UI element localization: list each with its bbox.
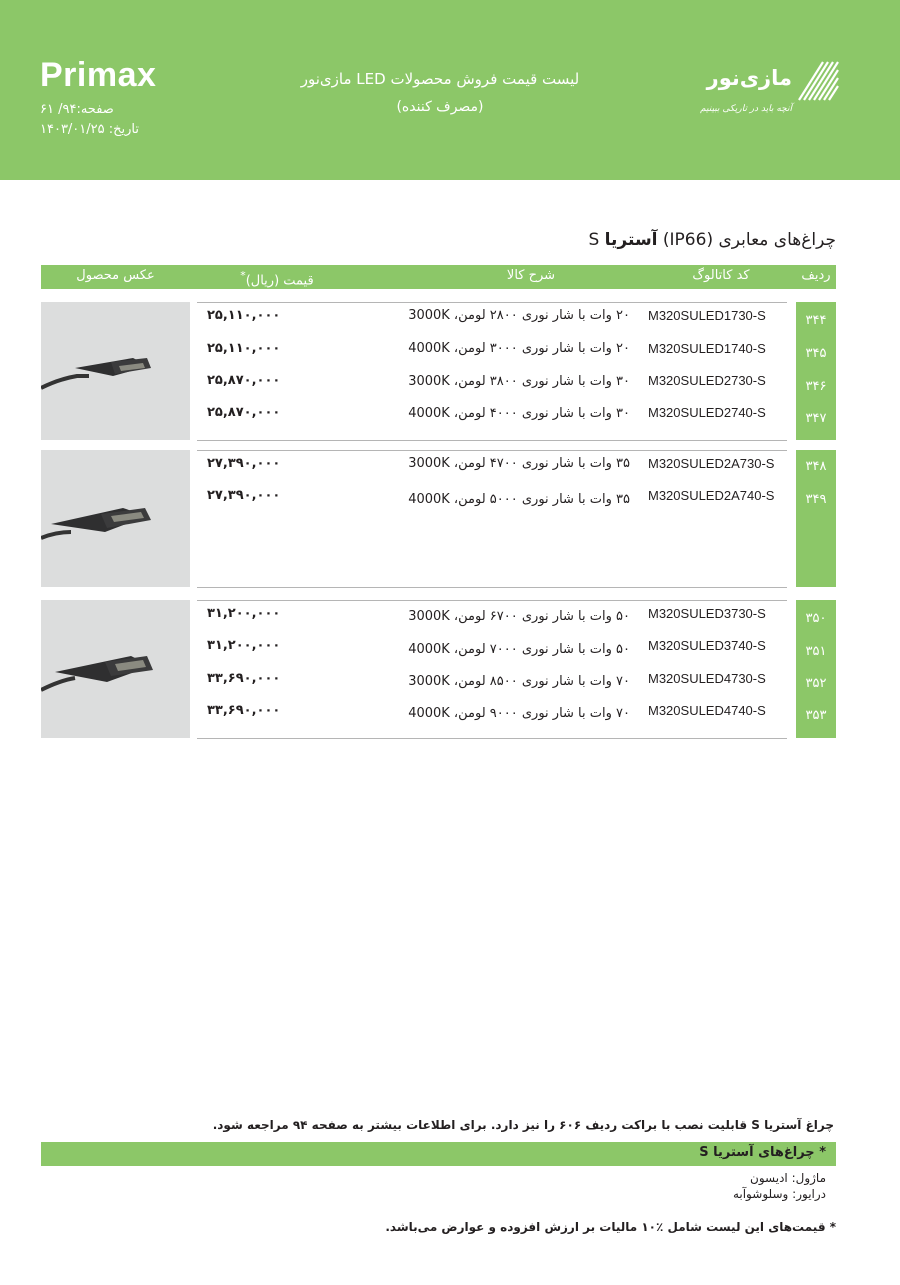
table-rule — [197, 450, 787, 451]
bracket-note: چراغ آستریا S قابلیت نصب با براکت ردیف ۶۰۶ را نیز دارد. برای اطلاعات بیشتر به صفحه ۹۴ مراجعه شود. — [212, 1118, 834, 1132]
product-description: ۲۰ وات با شار نوری ۲۸۰۰ لومن، 3000K — [408, 308, 630, 323]
catalog-code: M320SULED2730-S — [648, 373, 766, 388]
product-description: ۷۰ وات با شار نوری ۹۰۰۰ لومن، 4000K — [408, 706, 630, 721]
price-footnote-mark: * — [240, 269, 246, 282]
col-header-desc: شرح کالا — [506, 268, 556, 283]
catalog-code: M320SULED4740-S — [648, 703, 766, 718]
driver-spec: درایور: وسلوشوآبه — [732, 1187, 826, 1201]
document-subtitle: (مصرف کننده) — [396, 99, 484, 115]
product-description: ۲۰ وات با شار نوری ۳۰۰۰ لومن، 4000K — [408, 341, 630, 356]
product-description: ۳۰ وات با شار نوری ۴۰۰۰ لومن، 4000K — [408, 406, 630, 421]
section-title-suffix: S — [588, 230, 600, 250]
product-price: ۲۷,۳۹۰,۰۰۰ — [207, 488, 281, 503]
product-description: ۵۰ وات با شار نوری ۷۰۰۰ لومن، 4000K — [408, 642, 630, 657]
product-price: ۲۷,۳۹۰,۰۰۰ — [207, 456, 281, 471]
catalog-code: M320SULED1740-S — [648, 341, 766, 356]
company-logo-wordmark: مازی‌نور — [706, 66, 792, 90]
row-number: ۳۵۰ — [805, 611, 827, 626]
tax-note: * قیمت‌های این لیست شامل ٪۱۰ مالیات بر ارزش افزوده و عوارض می‌باشد. — [385, 1220, 836, 1234]
row-number: ۳۴۸ — [805, 459, 827, 474]
table-rule — [197, 440, 787, 441]
catalog-code: M320SULED3740-S — [648, 638, 766, 653]
col-header-photo: عکس محصول — [76, 268, 155, 283]
row-number: ۳۴۴ — [805, 313, 827, 328]
row-number: ۳۴۹ — [805, 492, 827, 507]
product-description: ۳۰ وات با شار نوری ۳۸۰۰ لومن، 3000K — [408, 374, 630, 389]
footer-band-title: * چراغ‌های آستریا S — [699, 1145, 826, 1160]
product-price: ۲۵,۸۷۰,۰۰۰ — [207, 373, 281, 388]
product-price: ۲۵,۱۱۰,۰۰۰ — [207, 341, 281, 356]
col-header-price — [197, 265, 357, 289]
product-description: ۵۰ وات با شار نوری ۶۷۰۰ لومن، 3000K — [408, 609, 630, 624]
product-description: ۷۰ وات با شار نوری ۸۵۰۰ لومن، 3000K — [408, 674, 630, 689]
table-rule — [197, 587, 787, 588]
row-number: ۳۵۳ — [805, 708, 827, 723]
row-number: ۳۵۲ — [805, 676, 827, 691]
product-photo — [41, 450, 190, 587]
product-description: ۳۵ وات با شار نوری ۴۷۰۰ لومن، 3000K — [408, 456, 630, 471]
catalog-code: M320SULED4730-S — [648, 671, 766, 686]
row-number: ۳۵۱ — [805, 644, 827, 659]
product-price: ۳۱,۲۰۰,۰۰۰ — [207, 638, 281, 653]
col-header-price-label: قیمت (ریال) — [245, 273, 314, 289]
row-number: ۳۴۶ — [805, 379, 827, 394]
catalog-code: M320SULED2740-S — [648, 405, 766, 420]
table-header — [41, 265, 836, 289]
catalog-code: M320SULED2A740-S — [648, 488, 775, 503]
page-number: صفحه:۹۴/ ۶۱ — [40, 102, 114, 117]
section-title — [588, 230, 836, 250]
product-price: ۳۳,۶۹۰,۰۰۰ — [207, 703, 281, 718]
catalog-code: M320SULED2A730-S — [648, 456, 775, 471]
brand-logo: Primax — [40, 56, 157, 94]
document-title: لیست قیمت فروش محصولات LED مازی‌نور — [300, 70, 580, 88]
product-price: ۲۵,۱۱۰,۰۰۰ — [207, 308, 281, 323]
product-price: ۳۱,۲۰۰,۰۰۰ — [207, 606, 281, 621]
street-light-icon — [41, 600, 190, 738]
table-rule — [197, 738, 787, 739]
product-description: ۳۵ وات با شار نوری ۵۰۰۰ لومن، 4000K — [408, 492, 630, 507]
section-title-name: آستریا — [604, 230, 658, 250]
col-header-row: ردیف — [801, 268, 831, 283]
product-photo — [41, 600, 190, 738]
module-spec: ماژول: ادیسون — [750, 1171, 826, 1185]
section-title-prefix: چراغ‌های معابری (IP66) — [662, 230, 836, 250]
col-header-code: کد کاتالوگ — [692, 268, 750, 283]
street-light-icon — [41, 302, 190, 440]
street-light-icon — [41, 450, 190, 587]
product-price: ۲۵,۸۷۰,۰۰۰ — [207, 405, 281, 420]
issue-date: تاریخ: ۱۴۰۳/۰۱/۲۵ — [40, 122, 140, 137]
row-number: ۳۴۷ — [805, 411, 827, 426]
product-price: ۳۳,۶۹۰,۰۰۰ — [207, 671, 281, 686]
table-rule — [197, 600, 787, 601]
catalog-code: M320SULED3730-S — [648, 606, 766, 621]
table-rule — [197, 302, 787, 303]
product-photo — [41, 302, 190, 440]
row-number: ۳۴۵ — [805, 346, 827, 361]
catalog-code: M320SULED1730-S — [648, 308, 766, 323]
company-tagline: آنچه باید در تاریکی ببینیم — [700, 104, 792, 114]
